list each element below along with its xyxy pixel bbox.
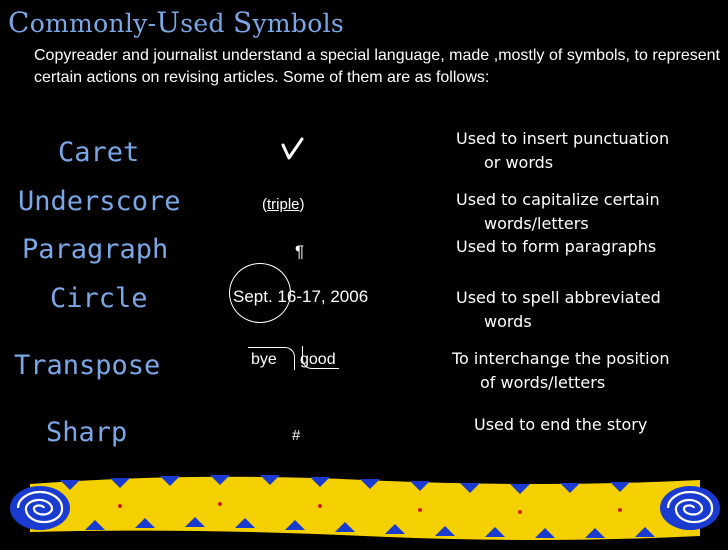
pilcrow-icon: ¶ [295,242,305,261]
caret-icon [281,136,305,166]
desc-underscore: Used to capitalize certain words/letters [456,190,660,233]
symbol-underscore: (triple) [262,196,305,213]
desc-caret: Used to insert punctuation or words [456,129,670,172]
term-paragraph: Paragraph [22,234,169,265]
desc-transpose: To interchange the position of words/letters [452,349,670,392]
term-underscore: Underscore [18,186,181,217]
intro-paragraph: Copyreader and journalist understand a special language, made ,mostly of symbols, to represent certain actions on revising articles. Some of them are as follows: [34,47,720,86]
page-title: Commonly-Used Symbols [8,6,345,39]
desc-paragraph: Used to form paragraphs [456,237,657,256]
term-sharp: Sharp [46,417,128,448]
desc-circle: Used to spell abbreviated words [456,288,661,331]
desc-sharp: Used to end the story [474,415,648,434]
decorative-border-band [0,470,728,546]
symbol-circle: Sept. 16-17, 2006 [233,287,369,306]
term-transpose: Transpose [14,350,161,381]
symbol-transpose-a: bye [251,351,277,368]
term-caret: Caret [58,137,140,168]
symbol-transpose-b: good [300,351,336,368]
term-circle: Circle [50,283,148,314]
sharp-icon: # [292,427,301,444]
